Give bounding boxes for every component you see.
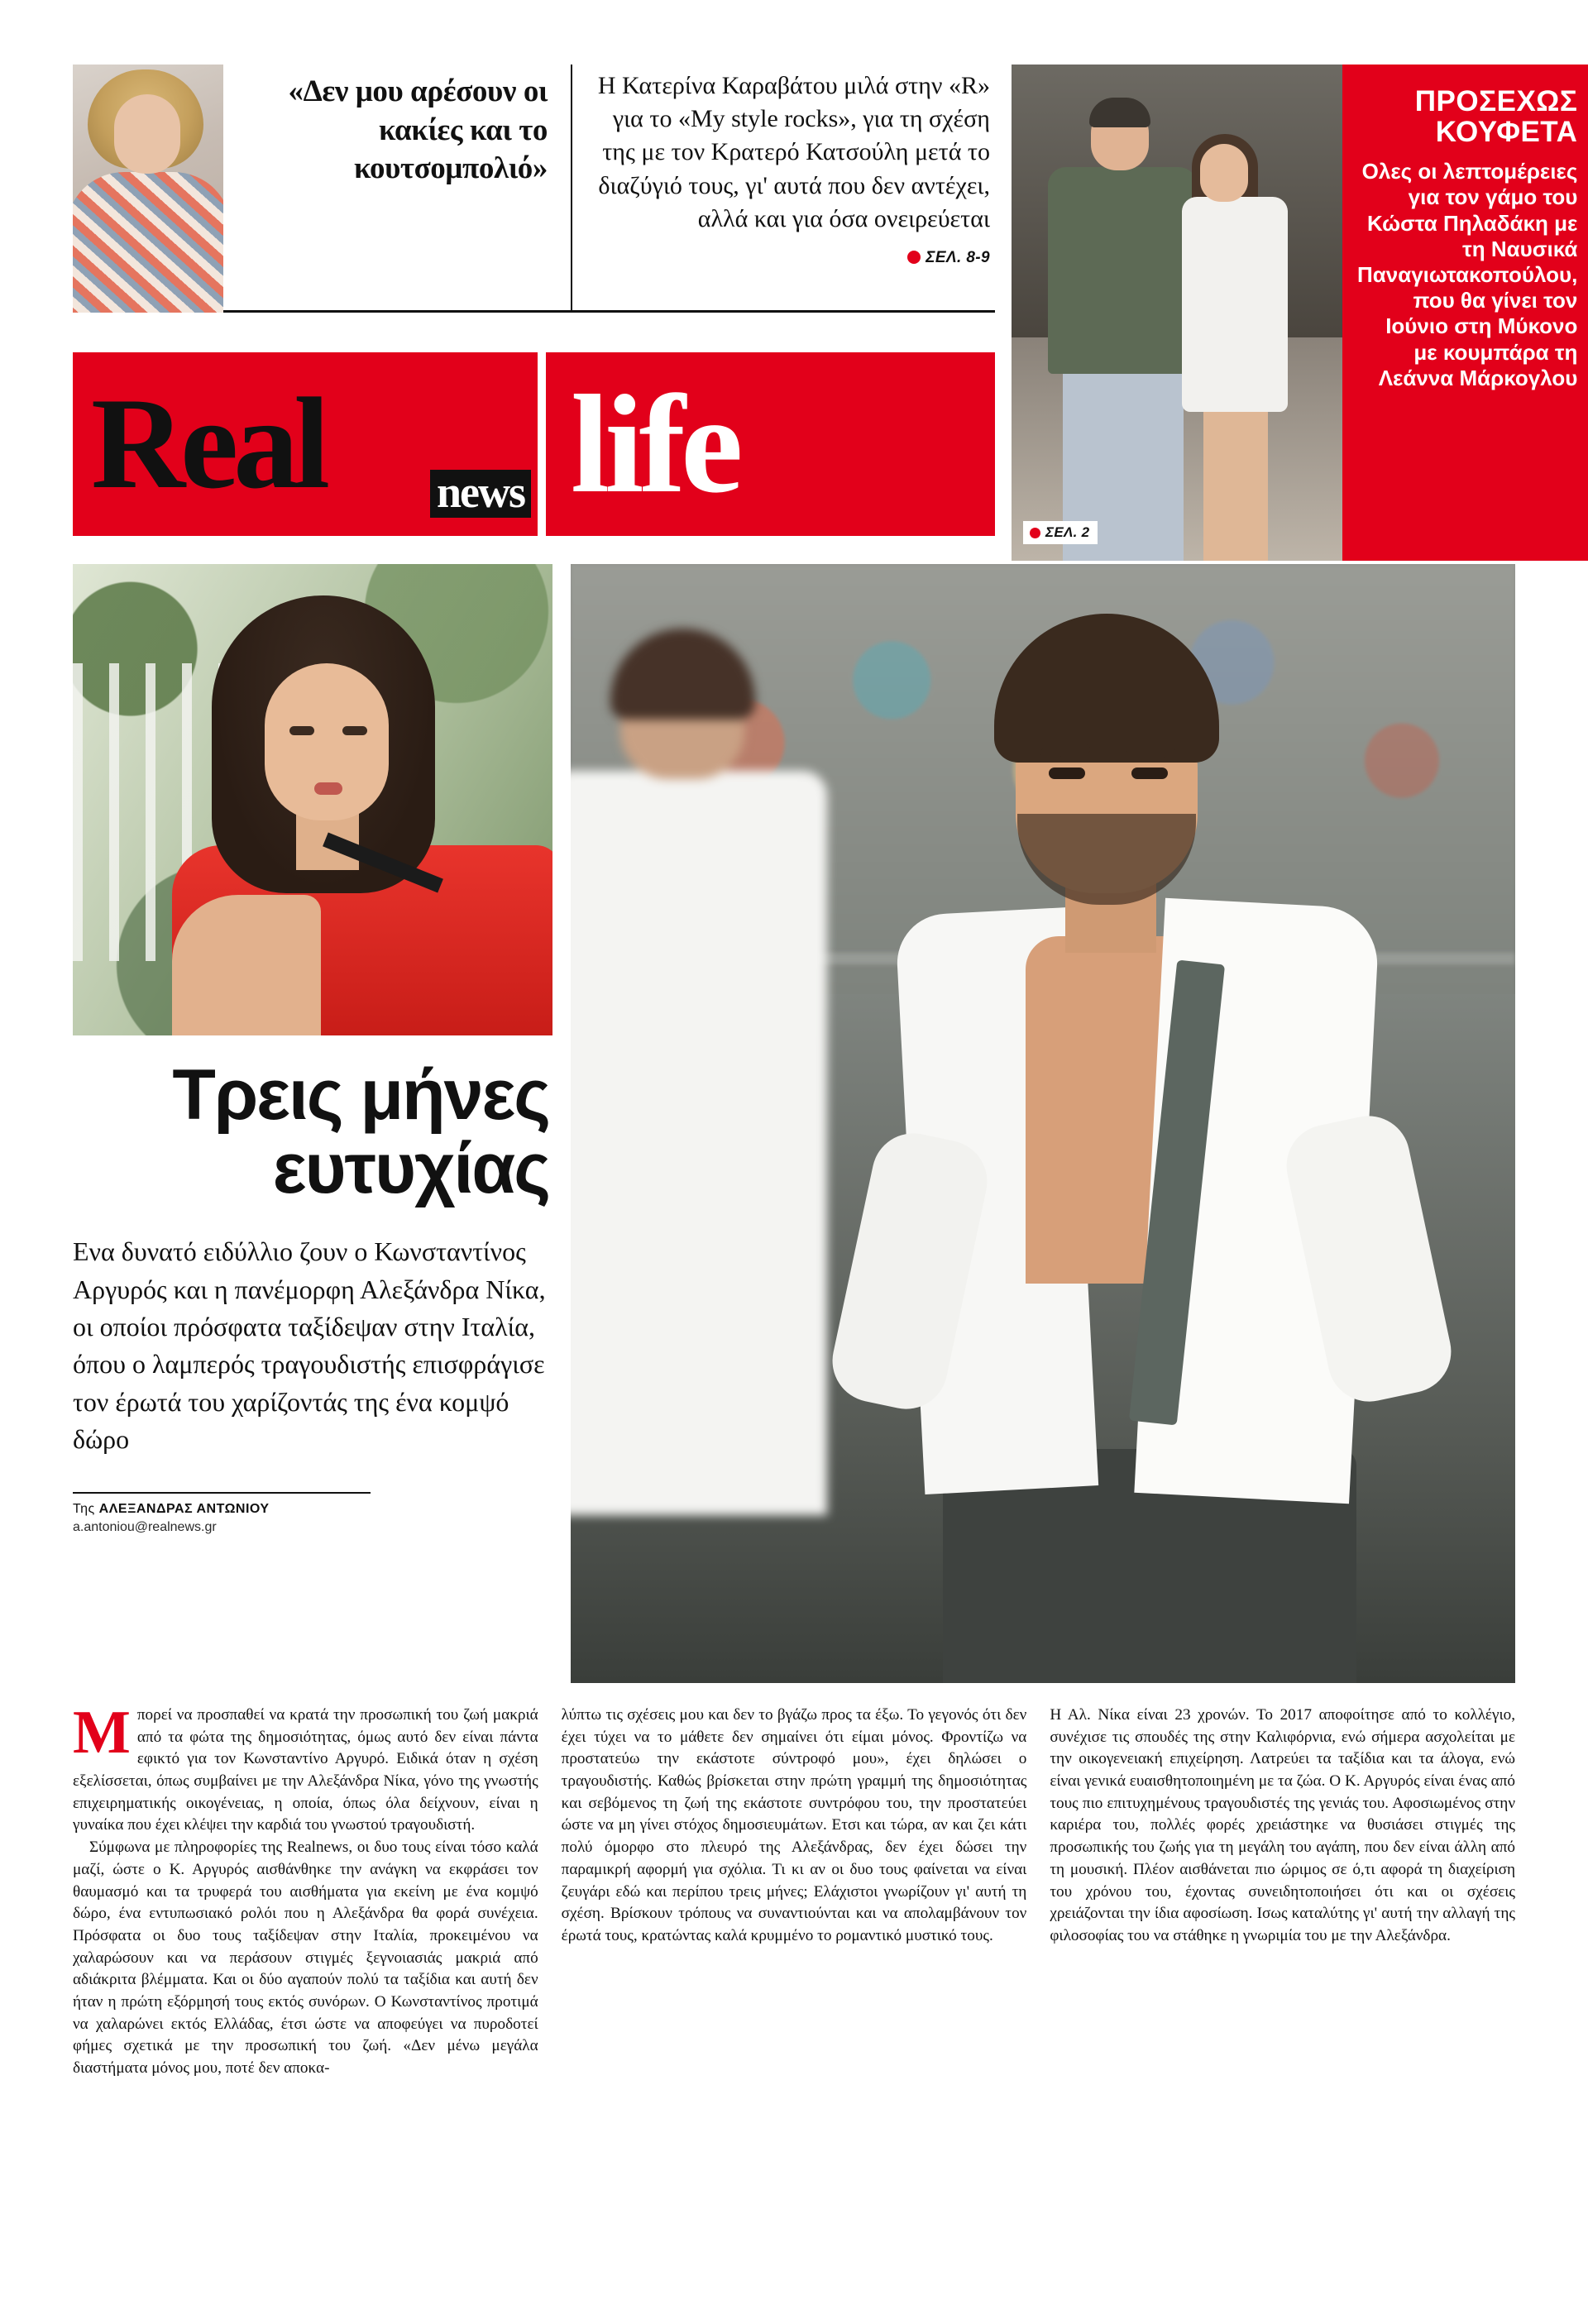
woman-legs: [1203, 410, 1268, 561]
teaser-page-ref-text: ΣΕΛ. 8-9: [926, 248, 990, 266]
feature-standfirst: Ενα δυνατό ειδύλλιο ζουν ο Κωνσταντίνος Αργυρός και η πανέμορφη Αλεξάνδρα Νίκα, οι οποίοι πρόσφατα ταξίδεψαν στην Ιταλία, όπου ο λαμπερός τραγουδιστής επισφράγισε τον έρωτά του χαρίζοντάς της ένα κομψό δώρο: [73, 1236, 546, 1455]
teaser-quote: «Δεν μου αρέσουν οι κακίες και το κουτσομπολιό»: [288, 74, 548, 186]
article-column-2: [562, 1705, 1027, 2080]
coming-soon-block: [1012, 65, 1588, 561]
byline: [73, 1492, 371, 1535]
masthead-realnews-logo[interactable]: [73, 352, 538, 536]
article-paragraph: λύπτω τις σχέσεις μου και δεν το βγάζω προς τα έξω. Το γεγονός ότι δεν έχει τύχει να το μάθετε δεν σημαίνει ότι είμαι μόνος. Φροντίζω να προστατεύω την εκάστοτε σύντροφό μου», έχει δηλώσει ο τραγουδιστής. Καθώς βρίσκεται στην πρώτη γραμμή της δημοσιότητας και σεβόμενος τη ζωή της εκάστοτε συντρόφου του, την προστατεύει ώστε να μη γίνει στόχος δημοσιευμάτων. Ετσι και τώρα, αν και ζει κάτι πολύ όμορφο στο πλευρό της Αλεξάνδρας, δεν έχει δώσει την παραμικρή αφορμή για σχόλια. Τι κι αν οι δυο τους φαίνεται να είναι ζευγάρι εδώ και περίπου τρεις μήνες; Ελάχιστοι γνωρίζουν γι' αυτή τη σχέση. Βρίσκουν τρόπους να συναντιούνται και να απολαμβάνουν τον έρωτά τους, κρατώντας καλά κρυμμένο το ρομαντικό μυστικό τους.: [561, 1706, 1027, 1944]
coming-soon-body: Ολες οι λεπτομέρειες για τον γάμο του Κώστα Πηλαδάκη με τη Ναυσικά Παναγιωτακοπούλου, που θα γίνει τον Ιούνιο στη Μύκονο με κουμπάρα τη Λεάννα Μάρκογλου: [1357, 159, 1578, 390]
teaser-portrait-photo: [73, 65, 223, 313]
page-title: Τρεις μήνες ευτυχίας: [172, 1055, 549, 1208]
teaser-interview-block: [73, 65, 995, 313]
article-paragraph: Η Αλ. Νίκα είναι 23 χρονών. Το 2017 αποφοίτησε από το κολλέγιο, συνέχισε τις σπουδές της στην Καλιφόρνια, ενώ σήμερα ασχολείται με την οικογενειακή επιχείρηση. Λατρεύει τα ταξίδια και τα άλογα, ενώ είναι γενικά ευαισθητοποιημένη με τα ζώα. Ο Κ. Αργυρός είναι ένας από τους πιο επιτυχημένους τραγουδιστές της γενιάς του. Αφοσιωμένος στην καριέρα του, πολλές φορές χρειάστηκε να θυσιάσει στιγμές της προσωπικής του ζωής για τη μεγάλη του αγάπη, που δεν είναι άλλη από τη μουσική. Πλέον αισθάνεται πιο ώριμος σε ό,τι αφορά τη διαχείριση του χρόνου του, έχοντας συνειδητοποιήσει ότι και οι σχέσεις χρειάζονται την ίδια αφοσίωση. Ισως καταλύτης γι' αυτή την αλλαγή της φιλοσοφίας του να στάθηκε η γνωριμία του με την Αλεξάνδρα.: [1050, 1706, 1516, 1944]
woman-head: [1200, 144, 1248, 202]
byline-author-name: ΑΛΕΞΑΝΔΡΑΣ ΑΝΤΩΝΙΟΥ: [98, 1501, 270, 1516]
masthead-real-word: Real: [91, 371, 326, 516]
subject-beard: [1017, 814, 1196, 905]
article-column-1: [73, 1699, 538, 2080]
main-subject: [819, 605, 1398, 1683]
drop-cap: Μ: [73, 1699, 131, 1767]
woman-face: [265, 663, 389, 820]
coming-soon-text-column: [1342, 65, 1588, 561]
bullet-icon: [907, 251, 921, 264]
couple-photo: [1012, 65, 1342, 561]
article-body: [73, 1699, 1516, 2080]
byline-email[interactable]: a.antoniou@realnews.gr: [73, 1519, 217, 1534]
portrait-outfit: [73, 172, 223, 313]
feature-main-photo: [571, 564, 1515, 1683]
article-paragraph-text: πορεί να προσπαθεί να κρατά την προσωπική του ζωή μακριά από τα φώτα της δημοσιότητας, όμως αυτό δεν είναι πάντα εφικτό για τον Κωνσταντίνο Αργυρό. Ειδικά όταν η σχέση εξελίσσεται, όπως συμβαίνει με την Αλεξάνδρα Νίκα, γόνο της γνωστής επιχειρηματικής οικογένειας, η οποία, όπως όλα δείχνουν, είναι η γυναίκα που έχει κλέψει την καρδιά του γνωστού τραγουδιστή.: [73, 1706, 538, 1834]
article-paragraph: Σύμφωνα με πληροφορίες της Realnews, οι δυο τους είναι τόσο καλά μαζί, ώστε ο Κ. Αργυρός αισθάνθηκε την ανάγκη να εκφράσει τον θαυμασμό και τα τρυφερά του αισθήματα για εκείνη με ένα κομψό δώρο, ένα εντυπωσιακό ρολόι που η Αλεξάνδρα θα φορά συνέχεια. Πρόσφατα οι δυο τους ταξίδεψαν στην Ιταλία, προκειμένου να χαλαρώσουν και να περάσουν στιγμές ξεγνοιασιάς μακριά από αδιάκριτα βλέμματα. Και οι δύο αγαπούν πολύ τα ταξίδια και αυτή δεν ήταν η πρώτη εξόρμησή τους εκτός συνόρων. Ο Κωνσταντίνος προτιμά να χαλαρώνει εκτός Ελλάδας, έτσι ώστε να αποφεύγει να πυροδοτεί φήμες σχετικά με την προσωπική του ζωή. «Δεν μένω μεγάλα διαστήματα μόνος μου, ποτέ δεν αποκα-: [73, 1839, 538, 2077]
background-person-hair: [610, 629, 755, 720]
coming-soon-page-ref-text: ΣΕΛ. 2: [1045, 524, 1090, 540]
background-person: [571, 638, 819, 1515]
woman-dress: [1182, 197, 1288, 412]
article-paragraph: [73, 1699, 538, 1837]
subject-eye-right: [1131, 767, 1168, 779]
portrait-face: [114, 94, 180, 174]
masthead: [73, 352, 995, 536]
man-torso: [1048, 167, 1197, 374]
subject-eye-left: [1049, 767, 1085, 779]
teaser-page-reference[interactable]: [591, 247, 990, 268]
teaser-summary: [571, 65, 995, 310]
feature-secondary-photo: [73, 564, 552, 1035]
woman-eye-right: [342, 726, 367, 735]
feature-right-column: [571, 564, 1515, 1683]
masthead-life-logo[interactable]: [546, 352, 995, 536]
subject-hair: [994, 614, 1219, 763]
feature-left-column: [73, 564, 552, 1683]
feature-section: [73, 564, 1515, 1683]
woman-lips: [314, 782, 342, 795]
coming-soon-page-reference[interactable]: [1023, 521, 1098, 544]
teaser-summary-text: Η Κατερίνα Καραβάτου μιλά στην «R» για το «My style rocks», για τη σχέση της με τον Κρατερό Κατσούλη μετά το διαζύγιό τους, γι' αυτά που δεν αντέχει, αλλά και για όσα ονειρεύεται: [597, 72, 990, 232]
masthead-life-word: life: [571, 366, 739, 522]
byline-author-line: [73, 1502, 371, 1517]
woman-arm: [172, 895, 321, 1035]
woman-eye-left: [289, 726, 314, 735]
bullet-icon: [1030, 528, 1040, 538]
article-column-3: [1050, 1705, 1515, 2080]
coming-soon-title: ΠΡΟΣΕΧΩΣ ΚΟΥΦΕΤΑ: [1414, 85, 1578, 149]
masthead-news-word: news: [430, 470, 531, 518]
background-person-shirt: [571, 771, 827, 1515]
byline-prefix: Της: [73, 1501, 95, 1516]
